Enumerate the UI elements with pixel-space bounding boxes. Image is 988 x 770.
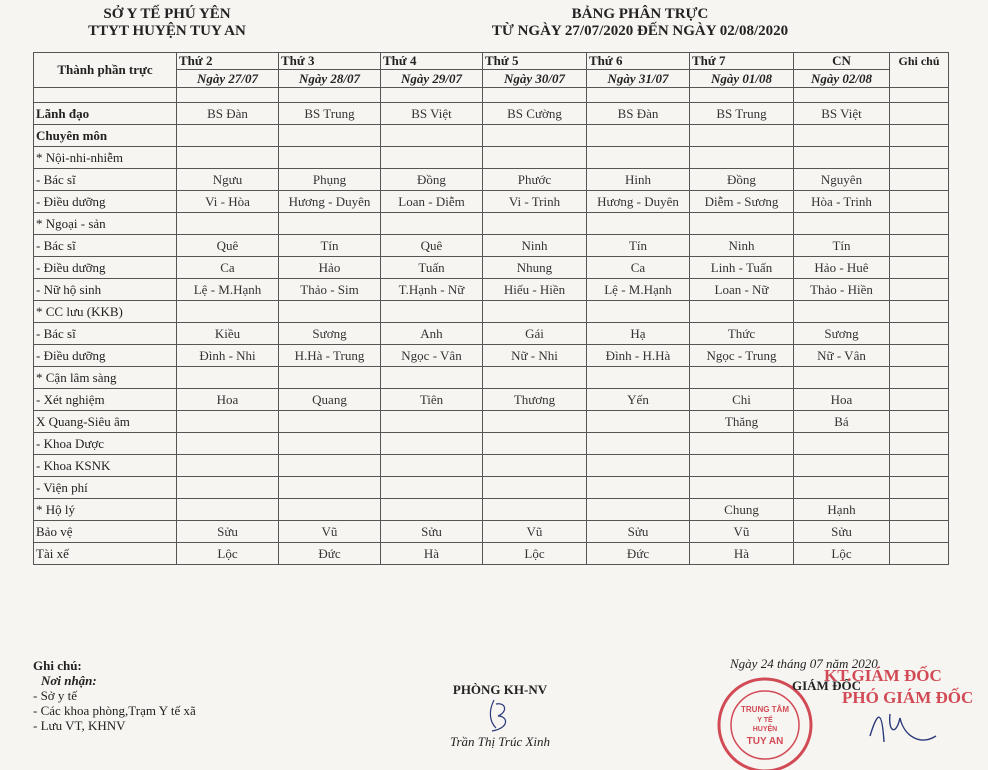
role-column-header: Thành phần trực	[34, 53, 177, 88]
note-cell	[890, 213, 949, 235]
duty-cell	[279, 367, 381, 389]
stamp-line: TUY AN	[746, 736, 784, 747]
note-cell	[890, 301, 949, 323]
duty-cell	[381, 301, 483, 323]
duty-cell: Lệ - M.Hạnh	[177, 279, 279, 301]
duty-cell: Diễm - Sương	[690, 191, 794, 213]
row-label: X Quang-Siêu âm	[34, 411, 177, 433]
table-row	[34, 323, 949, 345]
duty-cell	[794, 477, 890, 499]
duty-cell	[483, 301, 587, 323]
duty-cell	[794, 125, 890, 147]
duty-cell: Vũ	[279, 521, 381, 543]
duty-cell	[587, 455, 690, 477]
duty-cell	[177, 455, 279, 477]
duty-cell: Vi - Trinh	[483, 191, 587, 213]
duty-cell: Phước	[483, 169, 587, 191]
duty-cell: Đình - H.Hà	[587, 345, 690, 367]
row-label: - Bác sĩ	[34, 235, 177, 257]
duty-cell: Hà	[381, 543, 483, 565]
table-row	[34, 367, 949, 389]
duty-cell: Bá	[794, 411, 890, 433]
duty-cell: Tín	[587, 235, 690, 257]
duty-cell: Hương - Duyên	[587, 191, 690, 213]
duty-cell	[177, 433, 279, 455]
table-row	[34, 125, 949, 147]
table-row	[34, 213, 949, 235]
duty-cell	[690, 433, 794, 455]
day-date: Ngày 28/07	[279, 70, 381, 88]
table-row	[34, 279, 949, 301]
duty-cell: Hạnh	[794, 499, 890, 521]
duty-cell: Vũ	[690, 521, 794, 543]
roster-body	[34, 88, 949, 565]
director-title: GIÁM ĐỐC	[792, 678, 861, 693]
note-cell	[890, 345, 949, 367]
duty-cell	[177, 477, 279, 499]
note-cell	[890, 191, 949, 213]
row-label: Chuyên môn	[34, 125, 177, 147]
recipient-item: - Sở y tế	[33, 688, 78, 703]
duty-cell: Loan - Diễm	[381, 191, 483, 213]
row-label: - Viện phí	[34, 477, 177, 499]
duty-cell: Hinh	[587, 169, 690, 191]
day-date: Ngày 02/08	[794, 70, 890, 88]
row-label: * Cận lâm sàng	[34, 367, 177, 389]
duty-cell: Hảo - Huê	[794, 257, 890, 279]
duty-cell: Đức	[587, 543, 690, 565]
row-label: - Xét nghiệm	[34, 389, 177, 411]
duty-cell: Hạ	[587, 323, 690, 345]
row-label: * Nội-nhi-nhiễm	[34, 147, 177, 169]
duty-cell: Hòa - Trinh	[794, 191, 890, 213]
duty-cell: Sương	[279, 323, 381, 345]
day-name: Thứ 5	[483, 53, 587, 70]
note-cell	[890, 455, 949, 477]
day-date: Ngày 30/07	[483, 70, 587, 88]
row-label: - Khoa Dược	[34, 433, 177, 455]
duty-cell: Lộc	[177, 543, 279, 565]
spacer-row	[34, 88, 949, 103]
duty-cell	[279, 125, 381, 147]
duty-cell	[483, 125, 587, 147]
duty-cell	[483, 455, 587, 477]
duty-cell: Anh	[381, 323, 483, 345]
duty-cell	[177, 147, 279, 169]
duty-cell	[279, 433, 381, 455]
duty-cell: Sửu	[794, 521, 890, 543]
duty-cell: Ninh	[483, 235, 587, 257]
duty-cell: Đồng	[381, 169, 483, 191]
day-name: Thứ 6	[587, 53, 690, 70]
note-cell	[890, 257, 949, 279]
table-row	[34, 147, 949, 169]
duty-cell	[483, 213, 587, 235]
day-name: Thứ 3	[279, 53, 381, 70]
row-label: * Ngoại - sản	[34, 213, 177, 235]
day-name: Thứ 2	[177, 53, 279, 70]
note-cell	[890, 279, 949, 301]
duty-cell	[177, 411, 279, 433]
organization-header	[52, 6, 282, 40]
day-name-row	[34, 53, 949, 70]
duty-cell	[279, 301, 381, 323]
duty-cell: BS Cường	[483, 103, 587, 125]
duty-cell: Sửu	[587, 521, 690, 543]
duty-cell: Nguyên	[794, 169, 890, 191]
duty-cell: Nữ - Nhi	[483, 345, 587, 367]
duty-cell	[587, 499, 690, 521]
duty-cell	[381, 499, 483, 521]
duty-cell	[690, 125, 794, 147]
duty-cell: Hoa	[177, 389, 279, 411]
duty-cell: Lệ - M.Hạnh	[587, 279, 690, 301]
document-title-block	[420, 6, 860, 40]
duty-cell	[794, 433, 890, 455]
duty-cell	[279, 147, 381, 169]
duty-cell	[690, 455, 794, 477]
duty-cell	[794, 213, 890, 235]
duty-cell: Thương	[483, 389, 587, 411]
duty-cell	[587, 433, 690, 455]
duty-cell	[483, 477, 587, 499]
recipients-title: Nơi nhận:	[41, 673, 97, 688]
duty-cell	[381, 411, 483, 433]
department-signer: Trần Thị Trúc Xinh	[449, 734, 551, 749]
duty-cell: Thức	[690, 323, 794, 345]
duty-cell: Quang	[279, 389, 381, 411]
org-line-1: SỞ Y TẾ PHÚ YÊN	[103, 6, 231, 22]
duty-cell: Linh - Tuấn	[690, 257, 794, 279]
day-name: Thứ 4	[381, 53, 483, 70]
duty-cell: Chung	[690, 499, 794, 521]
duty-cell	[381, 147, 483, 169]
table-row	[34, 235, 949, 257]
duty-cell: Lộc	[794, 543, 890, 565]
duty-cell	[587, 125, 690, 147]
duty-cell	[177, 301, 279, 323]
duty-cell: BS Đàn	[587, 103, 690, 125]
row-label: Tài xế	[34, 543, 177, 565]
duty-cell: Thảo - Hiền	[794, 279, 890, 301]
department-signature	[420, 682, 580, 749]
table-row	[34, 191, 949, 213]
document-title: BẢNG PHÂN TRỰC	[571, 6, 709, 22]
recipient-item: - Các khoa phòng,Trạm Y tế xã	[33, 703, 196, 718]
note-cell	[890, 367, 949, 389]
note-cell	[890, 411, 949, 433]
table-row	[34, 543, 949, 565]
duty-cell: Loan - Nữ	[690, 279, 794, 301]
duty-cell	[483, 433, 587, 455]
duty-cell	[381, 433, 483, 455]
note-cell	[890, 323, 949, 345]
table-row	[34, 169, 949, 191]
note-cell	[890, 125, 949, 147]
table-row	[34, 301, 949, 323]
note-cell	[890, 389, 949, 411]
duty-cell: Phụng	[279, 169, 381, 191]
note-cell	[890, 103, 949, 125]
day-date: Ngày 29/07	[381, 70, 483, 88]
duty-cell	[587, 411, 690, 433]
duty-cell	[794, 147, 890, 169]
duty-cell	[690, 301, 794, 323]
duty-cell	[483, 411, 587, 433]
duty-roster-table	[33, 52, 949, 565]
duty-cell: Ca	[587, 257, 690, 279]
note-cell	[890, 499, 949, 521]
note-cell	[890, 169, 949, 191]
duty-cell: Đồng	[690, 169, 794, 191]
duty-cell: Tín	[794, 235, 890, 257]
duty-cell: Thăng	[690, 411, 794, 433]
duty-cell: Vũ	[483, 521, 587, 543]
note-cell	[890, 521, 949, 543]
duty-cell	[279, 455, 381, 477]
row-label: Lãnh đạo	[34, 103, 177, 125]
duty-cell: Hảo	[279, 257, 381, 279]
note-title: Ghi chú:	[33, 658, 82, 673]
row-label: * CC lưu (KKB)	[34, 301, 177, 323]
duty-cell: BS Trung	[690, 103, 794, 125]
duty-cell: Hoa	[794, 389, 890, 411]
row-label: Bảo vệ	[34, 521, 177, 543]
duty-cell: Nữ - Vân	[794, 345, 890, 367]
duty-cell	[381, 477, 483, 499]
duty-cell: Gái	[483, 323, 587, 345]
row-label: - Bác sĩ	[34, 169, 177, 191]
footer-notes	[33, 658, 293, 733]
duty-cell	[381, 455, 483, 477]
department-name: PHÒNG KH-NV	[452, 682, 548, 697]
duty-cell	[279, 411, 381, 433]
note-column-header: Ghi chú	[890, 53, 949, 88]
row-label: - Điều dưỡng	[34, 257, 177, 279]
note-cell	[890, 235, 949, 257]
table-row	[34, 257, 949, 279]
note-cell	[890, 543, 949, 565]
duty-cell	[177, 499, 279, 521]
duty-cell: Ngưu	[177, 169, 279, 191]
duty-cell: Ngọc - Vân	[381, 345, 483, 367]
kt-director-title: KT.GIÁM ĐỐC	[824, 666, 942, 685]
duty-cell: Sửu	[381, 521, 483, 543]
duty-cell: Ca	[177, 257, 279, 279]
signing-date: Ngày 24 tháng 07 năm 2020.	[730, 656, 881, 671]
duty-cell: Nhung	[483, 257, 587, 279]
duty-cell	[279, 477, 381, 499]
row-label: * Hộ lý	[34, 499, 177, 521]
duty-cell	[483, 499, 587, 521]
stamp-line: Y TẾ	[757, 717, 773, 724]
duty-cell	[690, 147, 794, 169]
duty-cell	[794, 367, 890, 389]
duty-cell: H.Hà - Trung	[279, 345, 381, 367]
table-row	[34, 103, 949, 125]
recipient-item: - Lưu VT, KHNV	[33, 718, 126, 733]
duty-cell: Sửu	[177, 521, 279, 543]
duty-cell: Tuấn	[381, 257, 483, 279]
duty-cell	[279, 499, 381, 521]
row-label: - Khoa KSNK	[34, 455, 177, 477]
table-row	[34, 521, 949, 543]
stamp-line: TRUNG TÂM	[741, 705, 789, 714]
duty-cell: Yến	[587, 389, 690, 411]
day-date: Ngày 31/07	[587, 70, 690, 88]
note-cell	[890, 147, 949, 169]
duty-cell: Hà	[690, 543, 794, 565]
duty-cell	[587, 477, 690, 499]
duty-cell	[483, 147, 587, 169]
duty-cell: BS Đàn	[177, 103, 279, 125]
duty-cell: Ngọc - Trung	[690, 345, 794, 367]
table-row	[34, 345, 949, 367]
duty-cell	[587, 367, 690, 389]
duty-cell: Chi	[690, 389, 794, 411]
duty-cell: BS Việt	[381, 103, 483, 125]
duty-cell	[794, 455, 890, 477]
table-row	[34, 389, 949, 411]
duty-cell	[690, 367, 794, 389]
row-label: - Điều dưỡng	[34, 345, 177, 367]
duty-cell	[177, 367, 279, 389]
duty-cell: Vi - Hòa	[177, 191, 279, 213]
duty-cell: Tiên	[381, 389, 483, 411]
day-name: CN	[794, 53, 890, 70]
row-label: - Điều dưỡng	[34, 191, 177, 213]
table-row	[34, 477, 949, 499]
duty-cell	[381, 125, 483, 147]
duty-cell: BS Việt	[794, 103, 890, 125]
row-label: - Nữ hộ sinh	[34, 279, 177, 301]
table-row	[34, 433, 949, 455]
table-row	[34, 499, 949, 521]
duty-cell: Đình - Nhi	[177, 345, 279, 367]
duty-cell: Quê	[177, 235, 279, 257]
director-signature-block	[700, 656, 980, 752]
stamp-line: HUYỆN	[752, 726, 778, 733]
duty-cell: BS Trung	[279, 103, 381, 125]
row-label: - Bác sĩ	[34, 323, 177, 345]
duty-cell	[177, 125, 279, 147]
org-line-2: TTYT HUYỆN TUY AN	[88, 23, 246, 39]
table-row	[34, 411, 949, 433]
duty-cell: Lộc	[483, 543, 587, 565]
duty-cell	[381, 367, 483, 389]
duty-cell: Sương	[794, 323, 890, 345]
note-cell	[890, 433, 949, 455]
duty-cell	[587, 213, 690, 235]
duty-cell	[587, 301, 690, 323]
duty-cell	[279, 213, 381, 235]
duty-cell	[381, 213, 483, 235]
duty-cell: Kiều	[177, 323, 279, 345]
duty-cell	[690, 477, 794, 499]
duty-cell	[177, 213, 279, 235]
day-name: Thứ 7	[690, 53, 794, 70]
deputy-director-title: PHÓ GIÁM ĐỐC	[842, 688, 974, 707]
duty-cell: Ninh	[690, 235, 794, 257]
duty-cell	[587, 147, 690, 169]
duty-cell	[483, 367, 587, 389]
day-date: Ngày 01/08	[690, 70, 794, 88]
note-cell	[890, 477, 949, 499]
duty-cell	[690, 213, 794, 235]
duty-cell: Quê	[381, 235, 483, 257]
document-period: TỪ NGÀY 27/07/2020 ĐẾN NGÀY 02/08/2020	[491, 23, 789, 39]
duty-cell: Hương - Duyên	[279, 191, 381, 213]
duty-cell: Đức	[279, 543, 381, 565]
table-row	[34, 455, 949, 477]
duty-cell: Tín	[279, 235, 381, 257]
duty-cell: Hiếu - Hiền	[483, 279, 587, 301]
day-date: Ngày 27/07	[177, 70, 279, 88]
duty-cell: T.Hạnh - Nữ	[381, 279, 483, 301]
handwritten-signature	[480, 698, 520, 734]
director-signature	[860, 706, 940, 752]
duty-cell	[794, 301, 890, 323]
duty-cell: Thảo - Sim	[279, 279, 381, 301]
